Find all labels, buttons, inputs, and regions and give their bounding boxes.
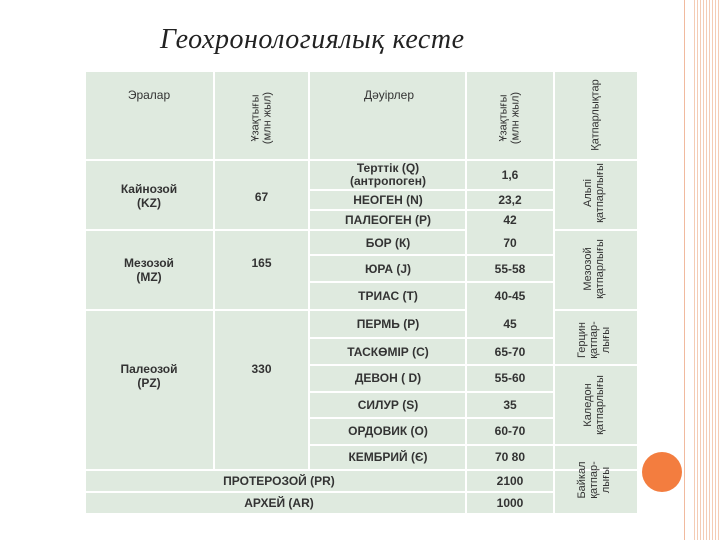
period-devonian: ДЕВОН ( D): [354, 371, 422, 385]
row-proterozoic-duration: 2100: [496, 474, 524, 488]
header-era-duration: [250, 71, 274, 166]
era-paleozoic-duration: 330: [251, 362, 272, 376]
period-paleogene-duration: 42: [503, 213, 517, 227]
era-cenozoic: [89, 182, 209, 210]
period-ordovician: ОРДОВИК (О): [348, 424, 428, 438]
period-cretaceous-duration: 70: [503, 236, 517, 250]
period-quaternary-duration: 1,6: [501, 168, 519, 182]
folding-baikal: [576, 444, 616, 516]
geochronology-table: [84, 70, 639, 515]
period-neogene: НЕОГЕН (N): [353, 193, 423, 207]
row-archean-duration: 1000: [496, 496, 524, 510]
period-paleogene: ПАЛЕОГЕН (Р): [345, 213, 431, 227]
era-mesozoic-duration: 165: [251, 256, 272, 270]
header-eras: Эралар: [127, 88, 171, 102]
era-cenozoic-duration: 67: [254, 190, 269, 204]
period-permian-duration: 45: [503, 317, 517, 331]
decorative-circle: [642, 452, 682, 492]
header-era-duration-line2: (млн жыл): [261, 91, 274, 145]
period-carboniferous-duration: 65-70: [494, 345, 526, 359]
header-period-duration-line1: Ұзақтығы: [497, 94, 510, 142]
era-mesozoic-code: (MZ): [136, 270, 162, 284]
period-ordovician-duration: 60-70: [494, 424, 526, 438]
header-foldings: Қатпарлықтар: [589, 79, 602, 151]
period-jurassic: ЮРА (J): [365, 262, 411, 276]
era-paleozoic: [89, 362, 209, 390]
era-cenozoic-code: (KZ): [137, 196, 161, 210]
row-archean: АРХЕЙ (AR): [244, 496, 314, 510]
era-cenozoic-name: Кайнозой: [120, 182, 178, 196]
period-permian: ПЕРМЬ (Р): [356, 317, 420, 331]
period-jurassic-duration: 55-58: [494, 262, 526, 276]
period-silurian-duration: 35: [503, 398, 517, 412]
folding-baikal-line2: қатпар-: [588, 461, 600, 499]
folding-caledonian: [582, 359, 610, 451]
era-paleozoic-code: (PZ): [137, 376, 161, 390]
folding-baikal-line1: Байкал: [576, 461, 588, 499]
period-neogene-duration: 23,2: [498, 193, 522, 207]
period-cretaceous: БОР (К): [365, 236, 411, 250]
era-mesozoic: [89, 256, 209, 284]
folding-hercynian-line2: қатпар-: [588, 321, 600, 359]
period-quaternary-name: Терттік (Q): [356, 161, 420, 175]
period-cambrian: КЕМБРИЙ (Є): [348, 450, 428, 464]
row-proterozoic: ПРОТЕРОЗОЙ (PR): [223, 474, 335, 488]
header-period-duration-line2: (млн жыл): [509, 91, 522, 145]
period-devonian-duration: 55-60: [494, 371, 526, 385]
folding-caledonian-line2: қатпарлығы: [594, 375, 606, 435]
folding-hercynian-line1: Герцин: [576, 322, 588, 358]
period-carboniferous: ТАСКӨМІР (С): [347, 345, 429, 359]
header-period-duration: [498, 71, 522, 166]
folding-hercynian-line3: лығы: [600, 326, 612, 354]
folding-alpine-line1: Альпі: [582, 179, 594, 207]
period-silurian: СИЛУР (S): [357, 398, 419, 412]
folding-alpine-line2: қатпарлығы: [594, 163, 606, 223]
era-paleozoic-name: Палеозой: [120, 362, 178, 376]
folding-caledonian-line1: Каледон: [582, 383, 594, 427]
folding-mesozoic-line2: қатпарлығы: [594, 239, 606, 299]
folding-baikal-line3: лығы: [600, 466, 612, 494]
period-quaternary: [312, 162, 464, 188]
era-mesozoic-name: Мезозой: [124, 256, 174, 270]
period-quaternary-sub: (антропоген): [350, 174, 426, 188]
header-periods: Дәуірлер: [363, 88, 415, 102]
decorative-border: [694, 0, 720, 540]
period-triassic-duration: 40-45: [494, 289, 526, 303]
folding-mesozoic-line1: Мезозой: [582, 247, 594, 291]
page-title: Геохронологиялық кесте: [160, 24, 465, 55]
period-triassic: ТРИАС (Т): [358, 289, 418, 303]
period-cambrian-duration: 70 80: [494, 450, 526, 464]
header-era-duration-line1: Ұзақтығы: [249, 94, 262, 142]
